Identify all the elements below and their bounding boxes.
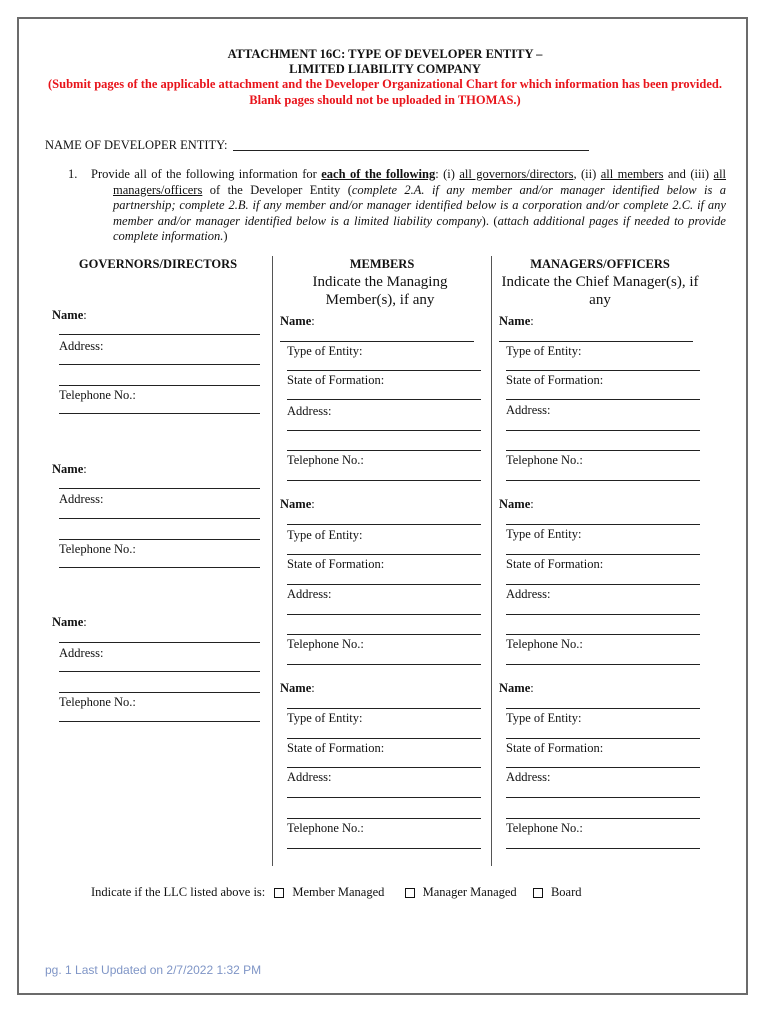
member-state-field[interactable] — [287, 399, 481, 400]
member-telephone-field[interactable] — [287, 480, 481, 481]
address-label: Address: — [506, 770, 551, 784]
board-checkbox[interactable] — [533, 888, 543, 898]
manager-managed-checkbox[interactable] — [405, 888, 415, 898]
board-label: Board — [550, 885, 582, 899]
member-type-field[interactable] — [287, 554, 481, 555]
attachment-title-line1: ATTACHMENT 16C: TYPE OF DEVELOPER ENTITY – — [227, 47, 543, 61]
managers-subheading: Indicate the Chief Manager(s), if any — [501, 274, 699, 308]
address-label: Address: — [287, 404, 332, 418]
developer-entity-name-field[interactable] — [233, 150, 589, 151]
manager-address-field[interactable] — [506, 614, 700, 615]
manager-telephone-field[interactable] — [506, 664, 700, 665]
member-state-field[interactable] — [287, 767, 481, 768]
telephone-label: Telephone No.: — [506, 453, 583, 467]
type-of-entity-label: Type of Entity: — [287, 344, 363, 358]
address-label: Address: — [59, 492, 104, 506]
manager-name-field[interactable] — [506, 524, 700, 525]
state-of-formation-label: State of Formation: — [287, 373, 385, 387]
llc-type-row — [91, 885, 582, 900]
member-address-field-2[interactable] — [287, 818, 481, 819]
governor-address-field-2[interactable] — [59, 539, 260, 540]
governor-address-field-2[interactable] — [59, 385, 260, 386]
member-state-field[interactable] — [287, 584, 481, 585]
governor-name-field[interactable] — [59, 488, 260, 489]
state-of-formation-label: State of Formation: — [506, 741, 604, 755]
manager-name-field[interactable] — [506, 708, 700, 709]
governor-address-field[interactable] — [59, 671, 260, 672]
governor-name-field[interactable] — [59, 642, 260, 643]
manager-address-field-2[interactable] — [506, 818, 700, 819]
developer-entity-label: NAME OF DEVELOPER ENTITY: — [45, 138, 228, 152]
telephone-label: Telephone No.: — [287, 821, 364, 835]
telephone-label: Telephone No.: — [287, 637, 364, 651]
governor-telephone-field[interactable] — [59, 413, 260, 414]
member-type-field[interactable] — [287, 738, 481, 739]
manager-type-field[interactable] — [506, 554, 700, 555]
member-telephone-field[interactable] — [287, 848, 481, 849]
governor-name-field[interactable] — [59, 334, 260, 335]
instruction-number: 1. — [68, 167, 78, 181]
name-label: Name: — [280, 314, 315, 328]
llc-type-prompt: Indicate if the LLC listed above is: — [91, 885, 266, 899]
name-label: Name: — [52, 615, 87, 629]
type-of-entity-label: Type of Entity: — [506, 711, 582, 725]
telephone-label: Telephone No.: — [287, 453, 364, 467]
member-address-field-2[interactable] — [287, 634, 481, 635]
member-name-field[interactable] — [287, 524, 481, 525]
name-label: Name: — [499, 497, 534, 511]
manager-telephone-field[interactable] — [506, 848, 700, 849]
address-label: Address: — [59, 646, 104, 660]
telephone-label: Telephone No.: — [506, 637, 583, 651]
member-telephone-field[interactable] — [287, 664, 481, 665]
member-address-field[interactable] — [287, 797, 481, 798]
governor-telephone-field[interactable] — [59, 567, 260, 568]
manager-name-field[interactable] — [499, 341, 693, 342]
name-label: Name: — [52, 308, 87, 322]
member-managed-checkbox[interactable] — [274, 888, 284, 898]
manager-type-field[interactable] — [506, 370, 700, 371]
member-address-field[interactable] — [287, 614, 481, 615]
address-label: Address: — [59, 339, 104, 353]
member-address-field-2[interactable] — [287, 450, 481, 451]
manager-managed-label: Manager Managed — [422, 885, 517, 899]
type-of-entity-label: Type of Entity: — [287, 528, 363, 542]
manager-type-field[interactable] — [506, 738, 700, 739]
governors-directors-heading: GOVERNORS/DIRECTORS — [78, 257, 238, 271]
column-divider-right — [491, 256, 492, 866]
manager-address-field[interactable] — [506, 430, 700, 431]
member-name-field[interactable] — [280, 341, 474, 342]
name-label: Name: — [280, 681, 315, 695]
address-label: Address: — [287, 770, 332, 784]
members-subheading: Indicate the Managing Member(s), if any — [312, 274, 448, 308]
telephone-label: Telephone No.: — [59, 388, 136, 402]
members-heading: MEMBERS — [349, 257, 415, 271]
type-of-entity-label: Type of Entity: — [287, 711, 363, 725]
manager-state-field[interactable] — [506, 767, 700, 768]
instruction-paragraph: Provide all of the following information for each of the following: (i) all governors/directors, (ii) all members and (iii) all managers/officers of the Developer Entity (complete 2.A. if any member and/or manager identified below is a partnership; complete 2.B. if any member and/or manager identified below is a corporation and/or complete 2.C. if any member and/or manager identified below is a limited liability company). (attach additional pages if needed to provide complete information.) — [91, 167, 727, 243]
member-name-field[interactable] — [287, 708, 481, 709]
submission-notice-line1: (Submit pages of the applicable attachment and the Developer Organizational Chart for which information has been provided. — [48, 77, 722, 91]
column-divider-left — [272, 256, 273, 866]
attachment-title-line2: LIMITED LIABILITY COMPANY — [289, 62, 481, 76]
telephone-label: Telephone No.: — [59, 695, 136, 709]
governor-telephone-field[interactable] — [59, 721, 260, 722]
name-label: Name: — [499, 681, 534, 695]
member-type-field[interactable] — [287, 370, 481, 371]
member-managed-label: Member Managed — [292, 885, 385, 899]
state-of-formation-label: State of Formation: — [287, 557, 385, 571]
name-label: Name: — [280, 497, 315, 511]
member-address-field[interactable] — [287, 430, 481, 431]
name-label: Name: — [499, 314, 534, 328]
governor-address-field[interactable] — [59, 364, 260, 365]
address-label: Address: — [506, 403, 551, 417]
telephone-label: Telephone No.: — [506, 821, 583, 835]
manager-address-field-2[interactable] — [506, 450, 700, 451]
telephone-label: Telephone No.: — [59, 542, 136, 556]
managers-officers-heading: MANAGERS/OFFICERS — [530, 257, 670, 271]
manager-state-field[interactable] — [506, 399, 700, 400]
name-label: Name: — [52, 462, 87, 476]
page-footer: pg. 1 Last Updated on 2/7/2022 1:32 PM — [45, 963, 262, 977]
address-label: Address: — [506, 587, 551, 601]
state-of-formation-label: State of Formation: — [506, 557, 604, 571]
governor-address-field-2[interactable] — [59, 692, 260, 693]
manager-address-field[interactable] — [506, 797, 700, 798]
manager-state-field[interactable] — [506, 584, 700, 585]
state-of-formation-label: State of Formation: — [506, 373, 604, 387]
manager-telephone-field[interactable] — [506, 480, 700, 481]
state-of-formation-label: State of Formation: — [287, 741, 385, 755]
type-of-entity-label: Type of Entity: — [506, 527, 582, 541]
address-label: Address: — [287, 587, 332, 601]
governor-address-field[interactable] — [59, 518, 260, 519]
submission-notice-line2: Blank pages should not be uploaded in THOMAS.) — [249, 93, 521, 107]
manager-address-field-2[interactable] — [506, 634, 700, 635]
type-of-entity-label: Type of Entity: — [506, 344, 582, 358]
